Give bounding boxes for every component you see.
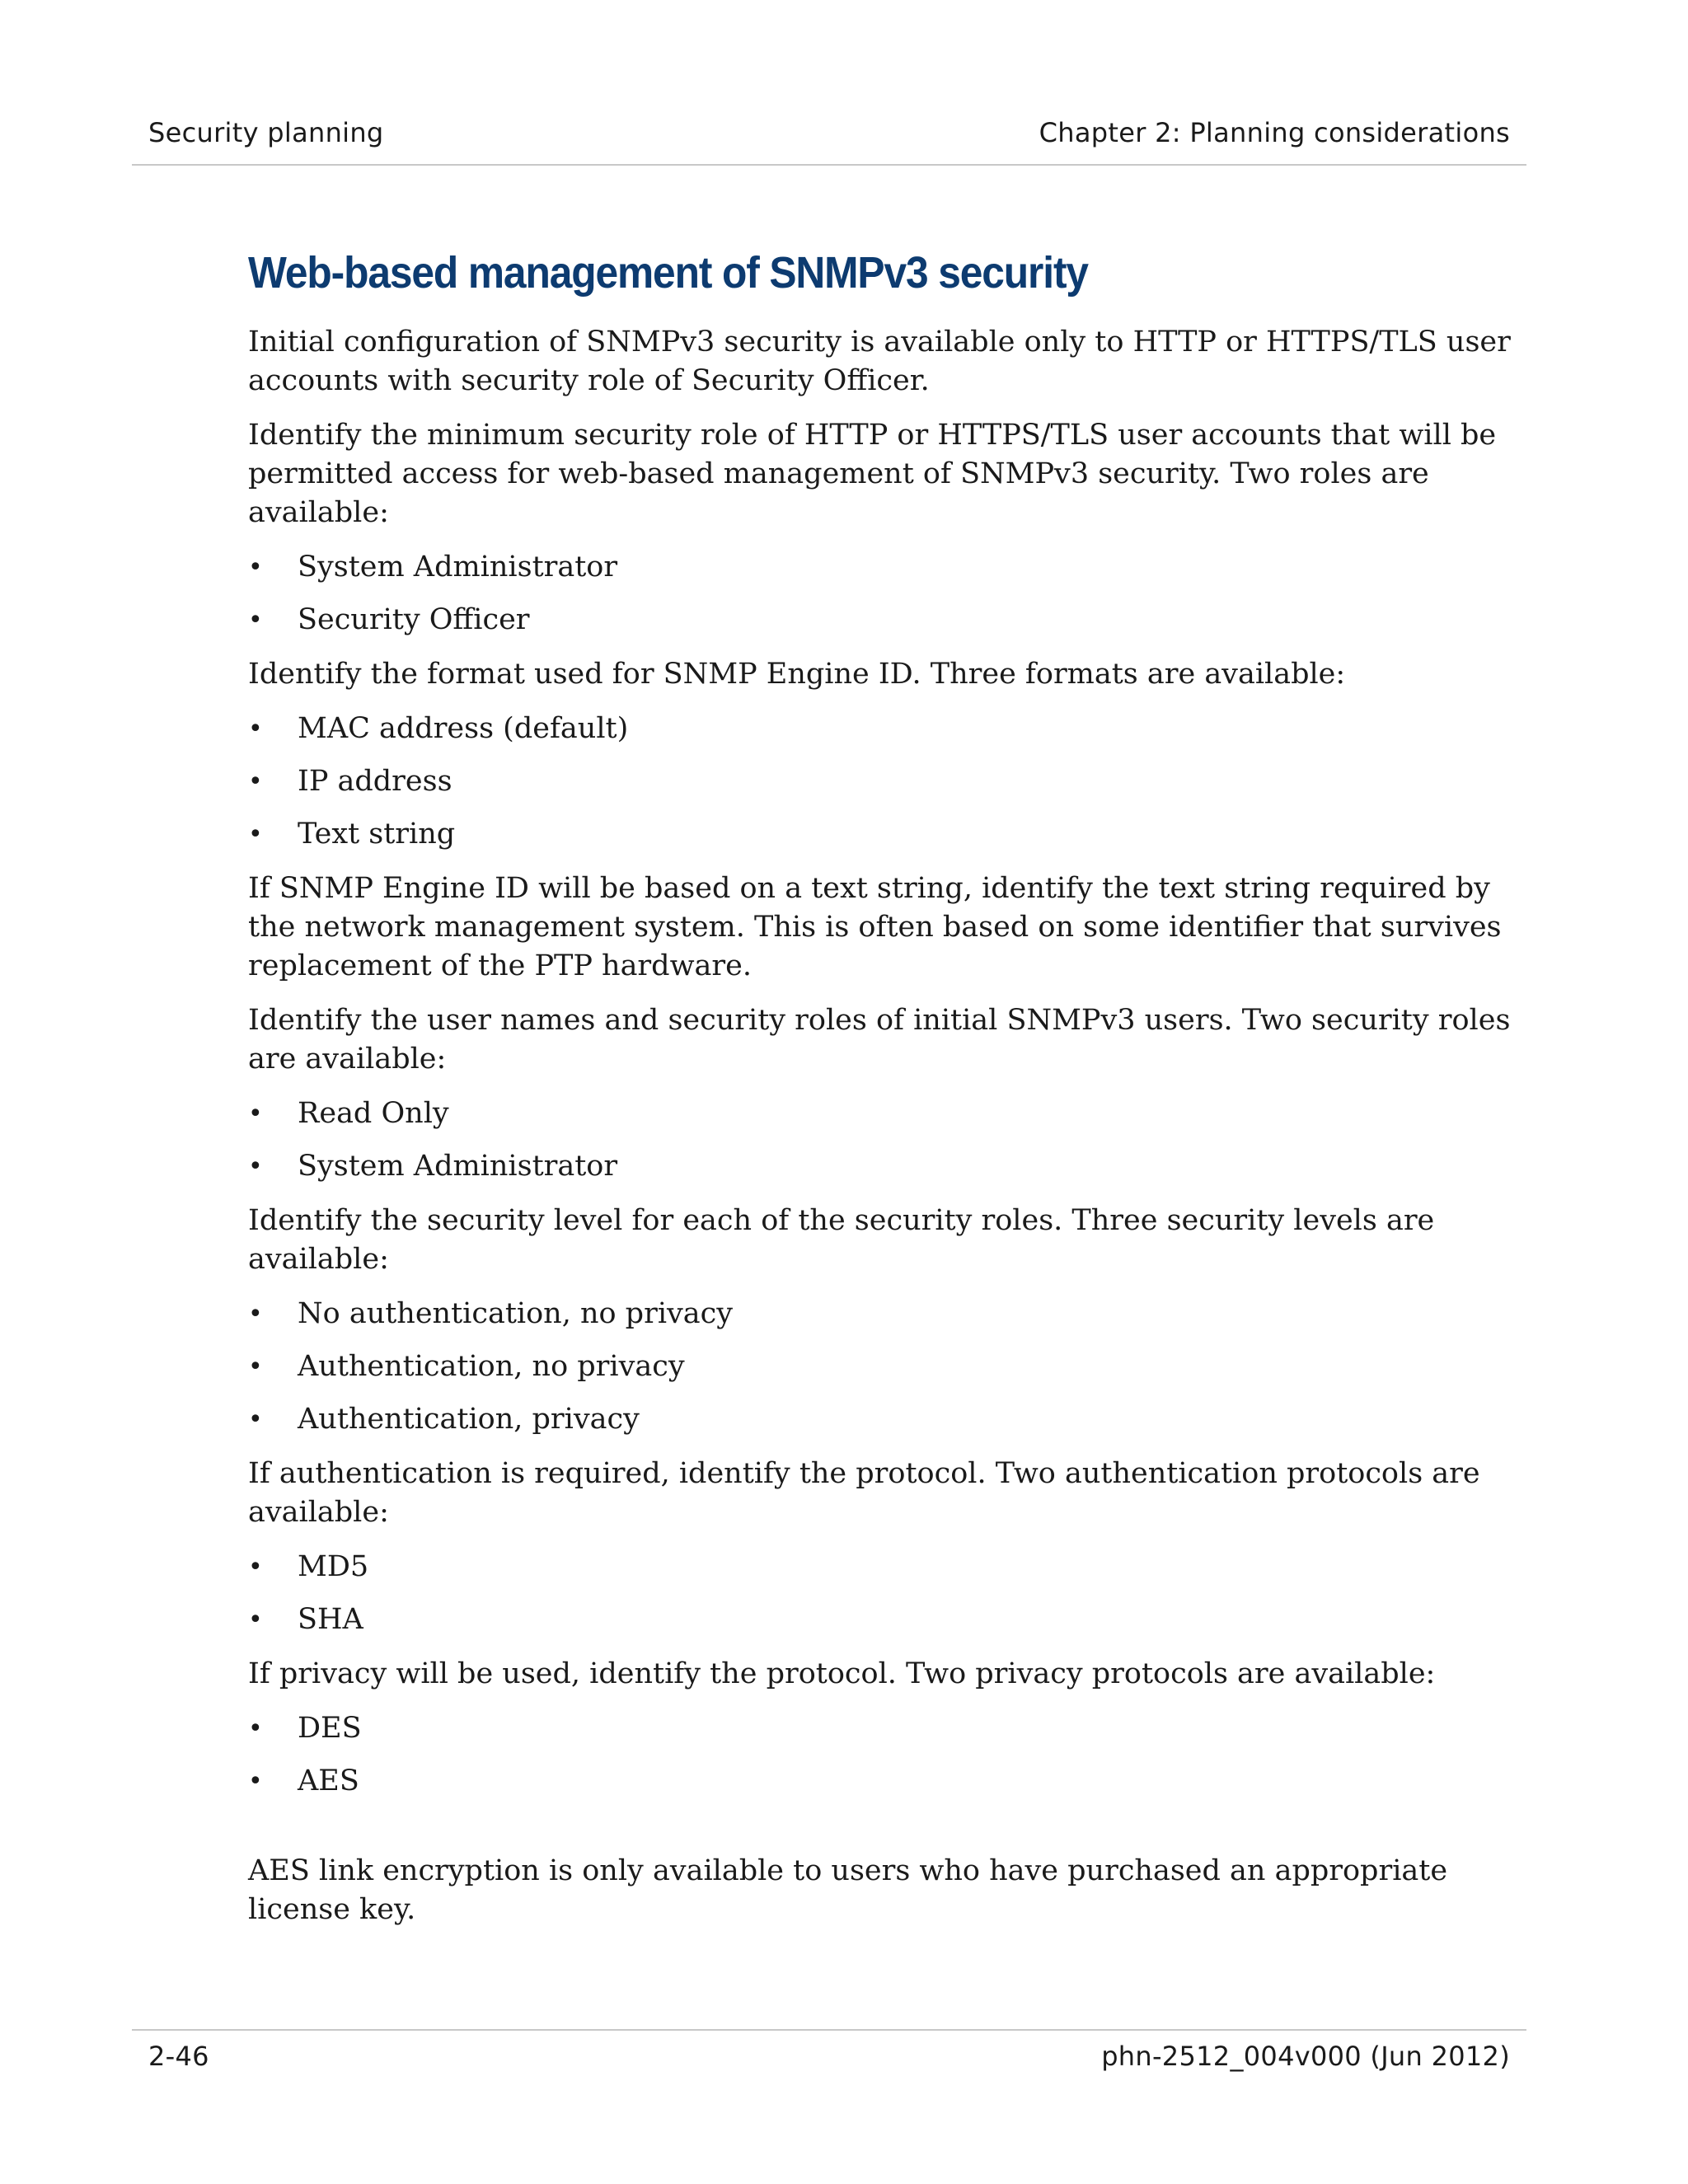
section-heading: Web-based management of SNMPv3 security	[248, 248, 1088, 298]
list-item: • MD5	[248, 1548, 1534, 1586]
snmp-users-paragraph: Identify the user names and security roles of initial SNMPv3 users. Two security roles are available:	[248, 1004, 1511, 1076]
page-footer	[132, 2029, 1526, 2072]
page-header	[132, 0, 1526, 166]
web-role-paragraph: Identify the minimum security role of HTTP or HTTPS/TLS user accounts that will be permitted access for web-based management of SNMPv3 security. Two roles are available:	[248, 419, 1497, 529]
license-note: AES link encryption is only available to users who have purchased an appropriate license key.	[248, 1854, 1448, 1926]
list-item: • Security Officer	[248, 601, 1534, 640]
security-level-paragraph: Identify the security level for each of the security roles. Three security levels are available:	[248, 1204, 1435, 1276]
bullet-icon: •	[248, 1405, 263, 1434]
bullet-icon: •	[248, 1714, 263, 1743]
document-id: phn-2512_004v000 (Jun 2012)	[1101, 2041, 1510, 2072]
privacy-protocols-list	[248, 1709, 1534, 1801]
bullet-icon: •	[248, 1099, 263, 1128]
list-item: • No authentication, no privacy	[248, 1295, 1534, 1333]
bullet-icon: •	[248, 1300, 263, 1329]
list-item: • MAC address (default)	[248, 710, 1534, 748]
bullet-icon: •	[248, 1605, 263, 1634]
snmp-roles-list	[248, 1094, 1534, 1186]
list-item: • Authentication, no privacy	[248, 1347, 1534, 1386]
bullet-icon: •	[248, 1767, 263, 1796]
intro-paragraph: Initial configuration of SNMPv3 security is available only to HTTP or HTTPS/TLS user accounts with security role of Security Officer.	[248, 326, 1511, 397]
auth-protocols-list	[248, 1548, 1534, 1639]
bullet-icon: •	[248, 715, 263, 743]
engine-id-formats-list	[248, 710, 1534, 854]
list-item: • System Administrator	[248, 548, 1534, 587]
privacy-protocol-paragraph: If privacy will be used, identify the protocol. Two privacy protocols are available:	[248, 1657, 1436, 1690]
list-item: • Read Only	[248, 1094, 1534, 1133]
list-item: • IP address	[248, 762, 1534, 801]
security-levels-list	[248, 1295, 1534, 1439]
header-chapter-title: Chapter 2: Planning considerations	[1039, 117, 1510, 148]
text-string-paragraph: If SNMP Engine ID will be based on a text string, identify the text string required by the network management system. This is often based on some identifier that survives replacement of the PTP hardware.	[248, 872, 1502, 982]
web-roles-list	[248, 548, 1534, 640]
list-item: • DES	[248, 1709, 1534, 1748]
bullet-icon: •	[248, 1352, 263, 1381]
list-item: • Text string	[248, 815, 1534, 854]
bullet-icon: •	[248, 1152, 263, 1181]
engine-id-paragraph: Identify the format used for SNMP Engine ID. Three formats are available:	[248, 658, 1346, 691]
bullet-icon: •	[248, 606, 263, 635]
header-section-title: Security planning	[148, 117, 384, 148]
main-content	[248, 247, 1534, 1945]
bullet-icon: •	[248, 553, 263, 582]
bullet-icon: •	[248, 820, 263, 849]
list-item: • SHA	[248, 1601, 1534, 1639]
list-item: • Authentication, privacy	[248, 1400, 1534, 1439]
bullet-icon: •	[248, 767, 263, 796]
bullet-icon: •	[248, 1553, 263, 1582]
page-number: 2-46	[148, 2041, 209, 2072]
list-item: • System Administrator	[248, 1147, 1534, 1186]
list-item: • AES	[248, 1762, 1534, 1801]
auth-protocol-paragraph: If authentication is required, identify the protocol. Two authentication protocols are available:	[248, 1457, 1480, 1529]
